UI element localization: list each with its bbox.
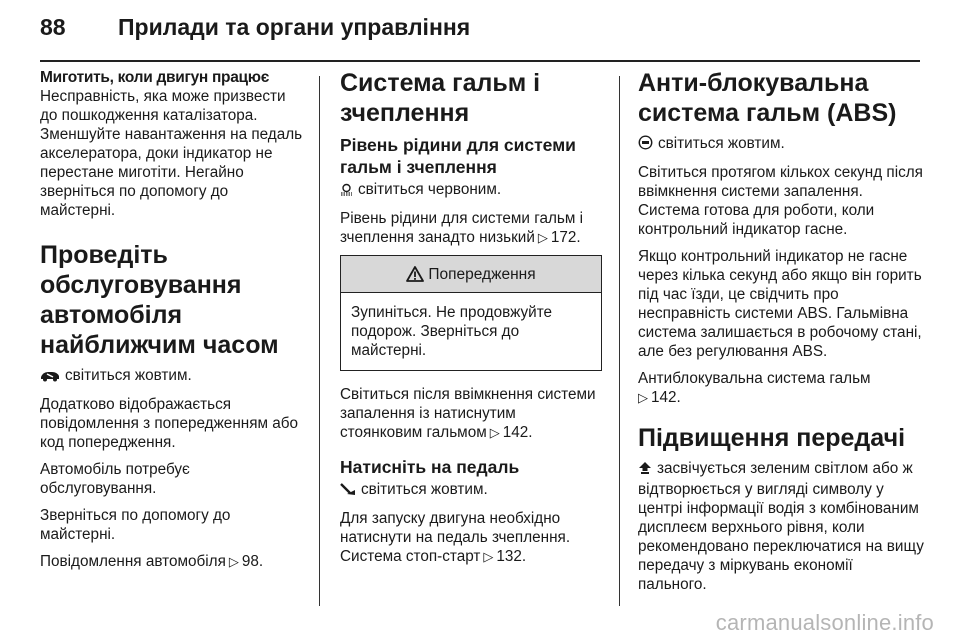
abs-3-ref[interactable]: 142. <box>651 389 681 406</box>
pedal-icon <box>340 482 356 501</box>
warning-title: Попередження <box>428 265 536 283</box>
service-wrench-car-icon <box>40 368 60 387</box>
parking-text: Світиться після ввімкнення системи запалення із натиснутим стоянковим гальмом <box>340 386 596 441</box>
paragraph-level <box>340 209 602 247</box>
press-indicator-line <box>340 480 602 501</box>
paragraph-parking <box>340 385 602 442</box>
abs-indicator-line <box>638 134 924 155</box>
warning-box <box>340 255 602 371</box>
upshift-text: засвічується зеленим світлом або ж відтворюється у вигляді символу у центрі інформації водія з комбінованим дисплеєм верхнього рівня, коли рекомендовано переключатися на вищу передачу з міркувань економії пального. <box>638 460 924 593</box>
page-number: 88 <box>40 14 66 40</box>
abs-indicator-text: світиться жовтим. <box>658 135 785 152</box>
level-indicator-text: світиться червоним. <box>358 181 502 198</box>
service-4-text: Повідомлення автомобіля <box>40 553 226 570</box>
paragraph-abs-2: Якщо контрольний індикатор не гасне через кілька секунд або якщо він горить під час їзди, це свідчить про несправність системи ABS. Гальмівна система залишається в робочому стані, але без регулювання ABS. <box>638 248 922 360</box>
paragraph-flashing: Несправність, яка може призвести до пошкодження каталізатора. Зменшуйте навантаження на педаль акселератора, доки індикатор не перестане миготіти. Негайно зверніться по допомогу до майстерні. <box>40 88 303 219</box>
reference-arrow-icon: ▷ <box>537 230 548 245</box>
paragraph-abs-3 <box>638 369 924 407</box>
level-text: Рівень рідини для системи гальм і зчеплення занадто низький <box>340 210 584 246</box>
paragraph-press <box>340 509 602 566</box>
abs-3-text: Антиблокувальна система гальм <box>638 370 871 387</box>
service-indicator-line <box>40 366 306 387</box>
upshift-arrow-icon <box>638 461 652 480</box>
watermark: carmanualsonline.info <box>715 610 934 635</box>
page-title: Прилади та органи управління <box>118 14 471 40</box>
heading-flashing: Миготить, коли двигун працює <box>40 69 269 86</box>
column-3 <box>638 68 924 602</box>
service-4-ref[interactable]: 98. <box>241 553 264 570</box>
heading-brake-system: Система гальм і зчеплення <box>340 69 541 127</box>
press-text: Для запуску двигуна необхідно натиснути на педаль зчеплення. Система стоп-старт <box>340 510 571 565</box>
column-1 <box>40 68 306 579</box>
level-indicator-line <box>340 180 602 201</box>
service-indicator-text: світиться жовтим. <box>65 367 192 384</box>
paragraph-service-4 <box>40 552 306 571</box>
paragraph-service-1: Додатково відображається повідомлення з попередженням або код попередження. <box>40 396 299 451</box>
warning-body: Зупиніться. Не продовжуйте подорож. Зверніться до майстерні. <box>351 304 553 359</box>
heading-abs: Анти-блокувальна система гальм (ABS) <box>638 69 897 127</box>
column-divider-1 <box>319 76 320 606</box>
abs-icon <box>638 135 653 155</box>
paragraph-service-2: Автомобіль потребує обслуговування. <box>40 461 190 497</box>
heading-service: Проведіть обслуговування автомобіля найближчим часом <box>40 241 279 359</box>
heading-fluid-level: Рівень рідини для системи гальм і зчеплення <box>340 135 576 177</box>
reference-arrow-icon: ▷ <box>638 390 648 405</box>
heading-press-pedal: Натисніть на педаль <box>340 457 520 477</box>
column-2 <box>340 68 602 574</box>
brake-fluid-icon <box>340 182 353 201</box>
warning-header <box>341 256 601 293</box>
page-header <box>40 14 920 54</box>
press-indicator-text: світиться жовтим. <box>361 481 488 498</box>
column-divider-2 <box>619 76 620 606</box>
reference-arrow-icon: ▷ <box>228 554 239 569</box>
parking-ref[interactable]: 142. <box>502 424 533 441</box>
level-ref[interactable]: 172. <box>550 229 581 246</box>
paragraph-abs-1: Світиться протягом кількох секунд після ввімкнення системи запалення. Система готова для роботи, коли контрольний індикатор гасне. <box>638 164 923 238</box>
reference-arrow-icon: ▷ <box>489 425 500 440</box>
warning-triangle-icon <box>406 266 424 282</box>
reference-arrow-icon: ▷ <box>483 549 494 564</box>
press-ref[interactable]: 132. <box>496 548 527 565</box>
paragraph-service-3: Зверніться по допомогу до майстерні. <box>40 507 231 543</box>
heading-upshift: Підвищення передачі <box>638 424 906 452</box>
header-rule <box>40 60 920 62</box>
paragraph-upshift <box>638 459 924 594</box>
